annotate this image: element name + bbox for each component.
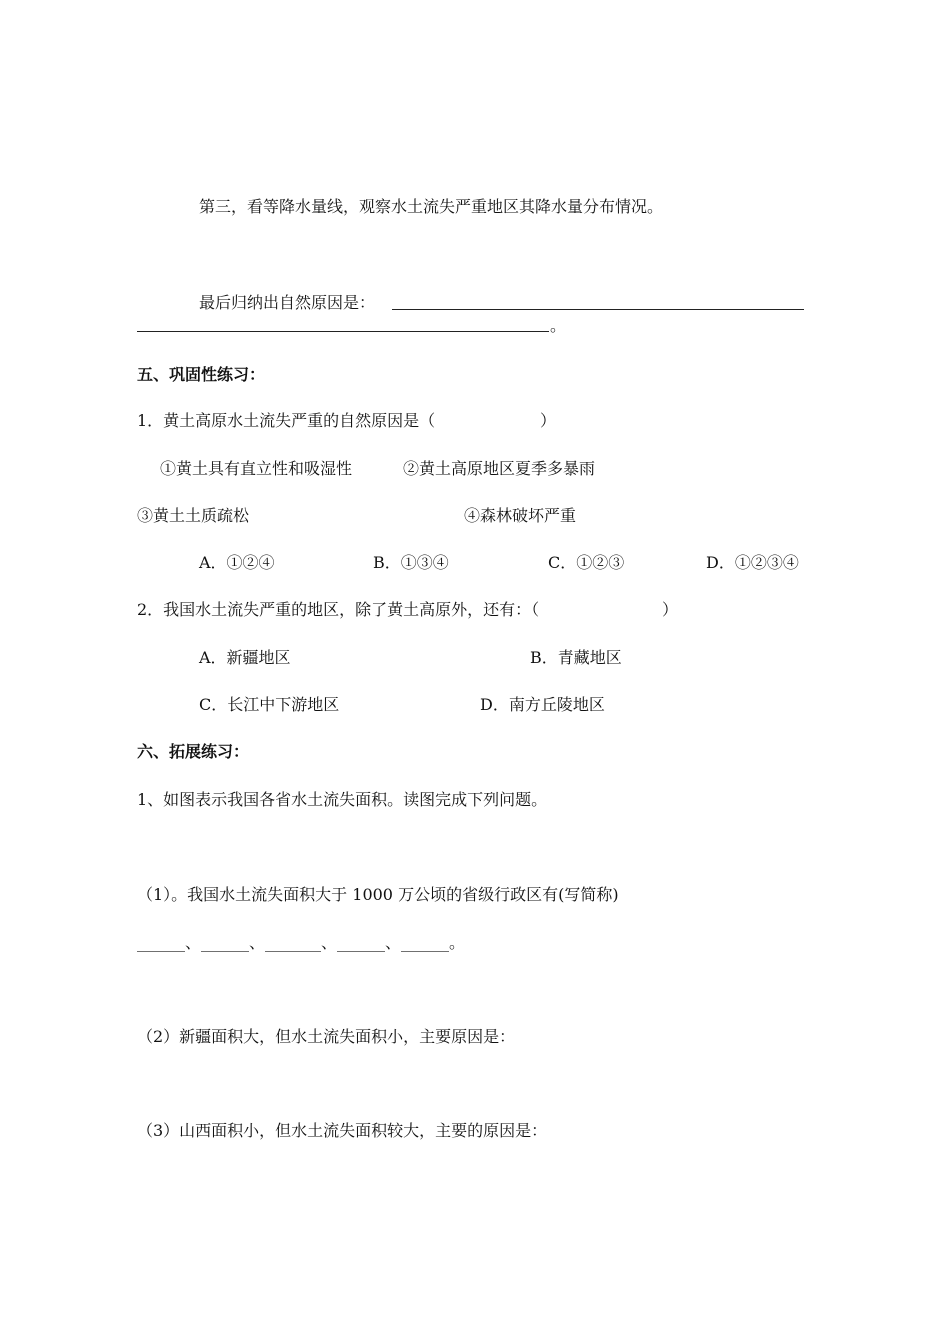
- q2-choice-d: D．南方丘陵地区: [480, 695, 605, 714]
- section-five-title: 五、巩固性练习：: [137, 365, 266, 384]
- q1-option-3: ③黄土土质疏松: [137, 506, 250, 525]
- answer-blanks: ______、______、_______、______、______。: [137, 933, 466, 952]
- q1-choice-d: D．①②③④: [706, 553, 799, 572]
- answer-line: [137, 331, 549, 332]
- paragraph-third: 第三，看等降水量线，观察水土流失严重地区其降水量分布情况。: [199, 197, 664, 216]
- q2-stem: 2．我国水土流失严重的地区，除了黄土高原外，还有：（: [137, 600, 540, 619]
- q2-choice-b: B．青藏地区: [530, 648, 622, 667]
- extension-question-1: 1、如图表示我国各省水土流失面积。读图完成下列问题。: [137, 790, 548, 809]
- q2-paren-close: ）: [662, 600, 679, 619]
- q1-choice-a: A．①②④: [199, 553, 275, 572]
- extension-subquestion-3: （3）山西面积小，但水土流失面积较大，主要的原因是：: [137, 1121, 548, 1140]
- q1-option-1: ①黄土具有直立性和吸湿性: [160, 459, 353, 478]
- extension-subquestion-1: （1）。我国水土流失面积大于 1000 万公顷的省级行政区有(写简称): [137, 885, 619, 904]
- q1-stem: 1．黄土高原水土流失严重的自然原因是（: [137, 411, 436, 430]
- q1-option-4: ④森林破坏严重: [464, 506, 577, 525]
- q2-choice-c: C．长江中下游地区: [199, 695, 340, 714]
- answer-line: [392, 309, 804, 310]
- q1-option-2: ②黄土高原地区夏季多暴雨: [403, 459, 596, 478]
- q1-choice-c: C．①②③: [548, 553, 625, 572]
- q1-choice-b: B．①③④: [373, 553, 449, 572]
- q1-paren-close: ）: [540, 411, 557, 430]
- summary-end: 。: [550, 316, 567, 335]
- extension-subquestion-2: （2）新疆面积大，但水土流失面积小，主要原因是：: [137, 1027, 516, 1046]
- summary-label: 最后归纳出自然原因是：: [199, 293, 376, 312]
- q2-choice-a: A．新疆地区: [199, 648, 291, 667]
- section-six-title: 六、拓展练习：: [137, 742, 250, 761]
